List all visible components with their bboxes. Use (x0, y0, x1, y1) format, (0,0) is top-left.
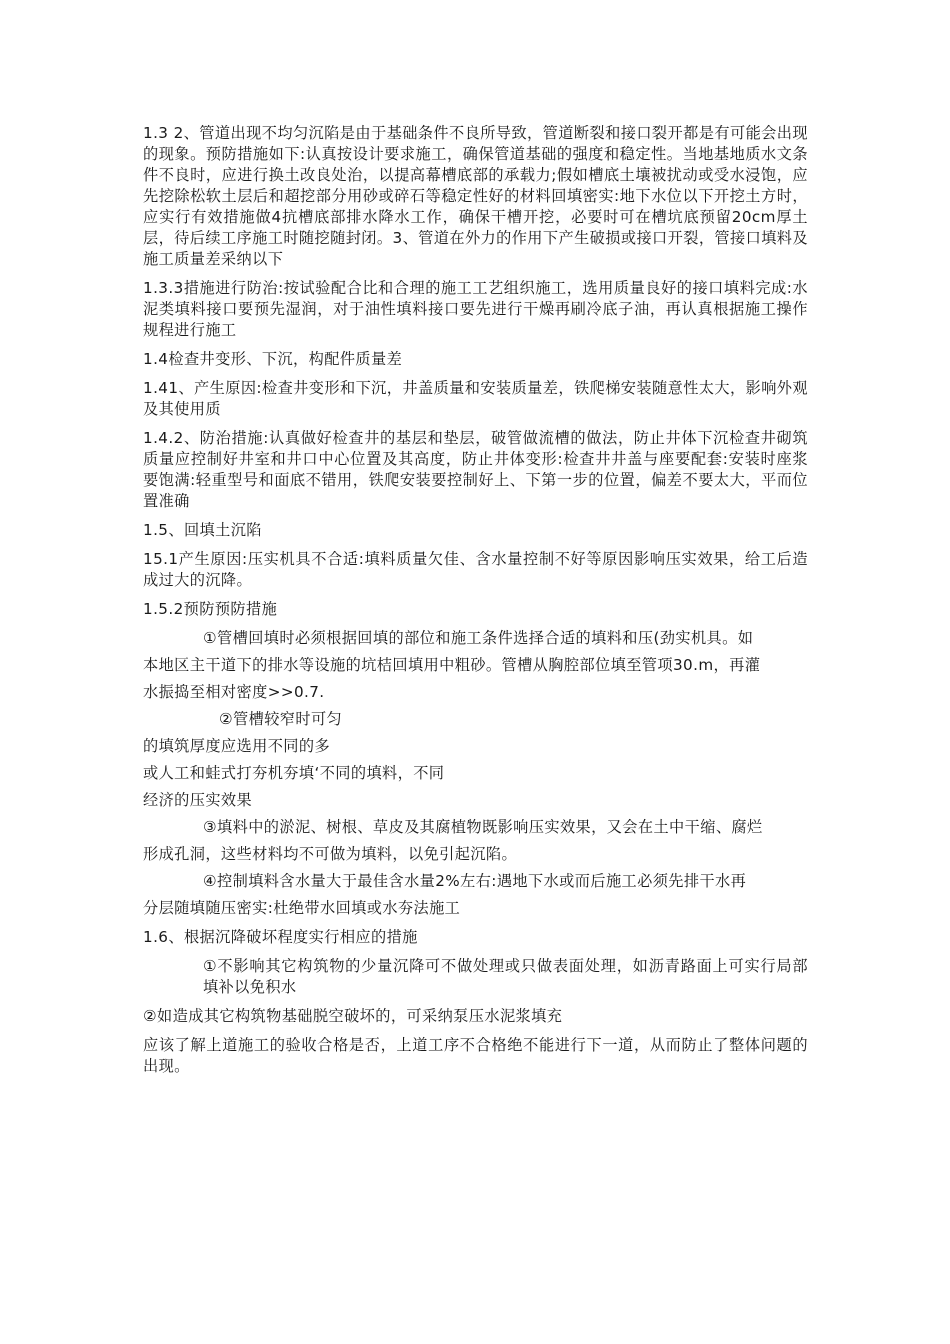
list-item-6-2: ②如造成其它构筑物基础脱空破坏的，可采纳泵压水泥浆填充 (143, 1007, 563, 1025)
document-body (143, 123, 808, 1077)
list-item-3: ③填料中的淤泥、树根、草皮及其腐植物既影响压实效果，又会在土中干缩、腐烂 (203, 818, 763, 836)
heading-1-5: 1.5、回填土沉陷 (143, 521, 262, 539)
list-item-6-1: ①不影响其它构筑物的少量沉降可不做处理或只做表面处理，如沥青路面上可实行局部填补以免积水 (203, 957, 808, 996)
list-item-1: ①管槽回填时必须根据回填的部位和施工条件选择合适的填料和压(劲实机具。如 (203, 629, 754, 647)
paragraph-1-3-3: 1.3.3措施进行防治:按试验配合比和合理的施工工艺组织施工，选用质量良好的接口填料完成:水泥类填料接口要预先湿润，对于油性填料接口要先进行干燥再刷冷底子油，再认真根据施工操作规程进行施工 (143, 279, 808, 339)
paragraph-line: 水振捣至相对密度>>0.7. (143, 683, 325, 701)
heading-1-6: 1.6、根据沉降破坏程度实行相应的措施 (143, 928, 418, 946)
paragraph-line: 形成孔洞，这些材料均不可做为填料，以免引起沉陷。 (143, 845, 518, 863)
paragraph-1-5-1: 15.1产生原因:压实机具不合适:填料质量欠佳、含水量控制不好等原因影响压实效果，给工后造成过大的沉降。 (143, 550, 808, 589)
heading-1-4: 1.4检查井变形、下沉，构配件质量差 (143, 350, 403, 368)
list-item-4: ④控制填料含水量大于最佳含水量2%左右:遇地下水或而后施工必须先排干水再 (203, 872, 747, 890)
list-item-2: ②管槽较窄时可匀 (219, 710, 343, 728)
paragraph-line: 或人工和蛙式打夯机夯填‘不同的填料，不同 (143, 764, 445, 782)
paragraph-line: 分层随填随压密实:杜绝带水回填或水夯法施工 (143, 899, 461, 917)
paragraph-line: 本地区主干道下的排水等设施的坑桔回填用中粗砂。管槽从胸腔部位填至管项30.m，再灌 (143, 656, 761, 674)
paragraph-1-4-1: 1.41、产生原因:检查井变形和下沉，井盖质量和安装质量差，铁爬梯安装随意性太大，影响外观及其使用质 (143, 379, 808, 418)
paragraph-line: 的填筑厚度应选用不同的多 (143, 737, 331, 755)
heading-1-5-2: 1.5.2预防预防措施 (143, 600, 278, 618)
paragraph-line: 经济的压实效果 (143, 791, 253, 809)
closing-paragraph: 应该了解上道施工的验收合格是否，上道工序不合格绝不能进行下一道，从而防止了整体问题的出现。 (143, 1036, 808, 1075)
paragraph-1-3-2: 1.3 2、管道出现不均匀沉陷是由于基础条件不良所导致，管道断裂和接口裂开都是有可能会出现的现象。预防措施如下:认真按设计要求施工，确保管道基础的强度和稳定性。当地基地质水文条件不良时，应进行换土改良处治，以提高幕槽底部的承载力;假如槽底土壤被扰动或受水浸饱，应先挖除松软土层后和超挖部分用砂或碎石等稳定性好的材料回填密实:地下水位以下开挖土方时，应实行有效措施做4抗槽底部排水降水工作，确保干槽开挖，必要时可在槽坑底预留20cm厚土层，待后续工序施工时随挖随封闭。3、管道在外力的作用下产生破损或接口开裂，管接口填料及施工质量差采纳以下 (143, 124, 808, 268)
paragraph-1-4-2: 1.4.2、防治措施:认真做好检查井的基层和垫层，破管做流槽的做法，防止井体下沉检查井砌筑质量应控制好井室和井口中心位置及其高度，防止井体变形:检查井井盖与座要配套:安装时座浆要饱满:轻重型号和面底不错用，铁爬安装要控制好上、下第一步的位置，偏差不要太大，平而位置准确 (143, 429, 808, 510)
